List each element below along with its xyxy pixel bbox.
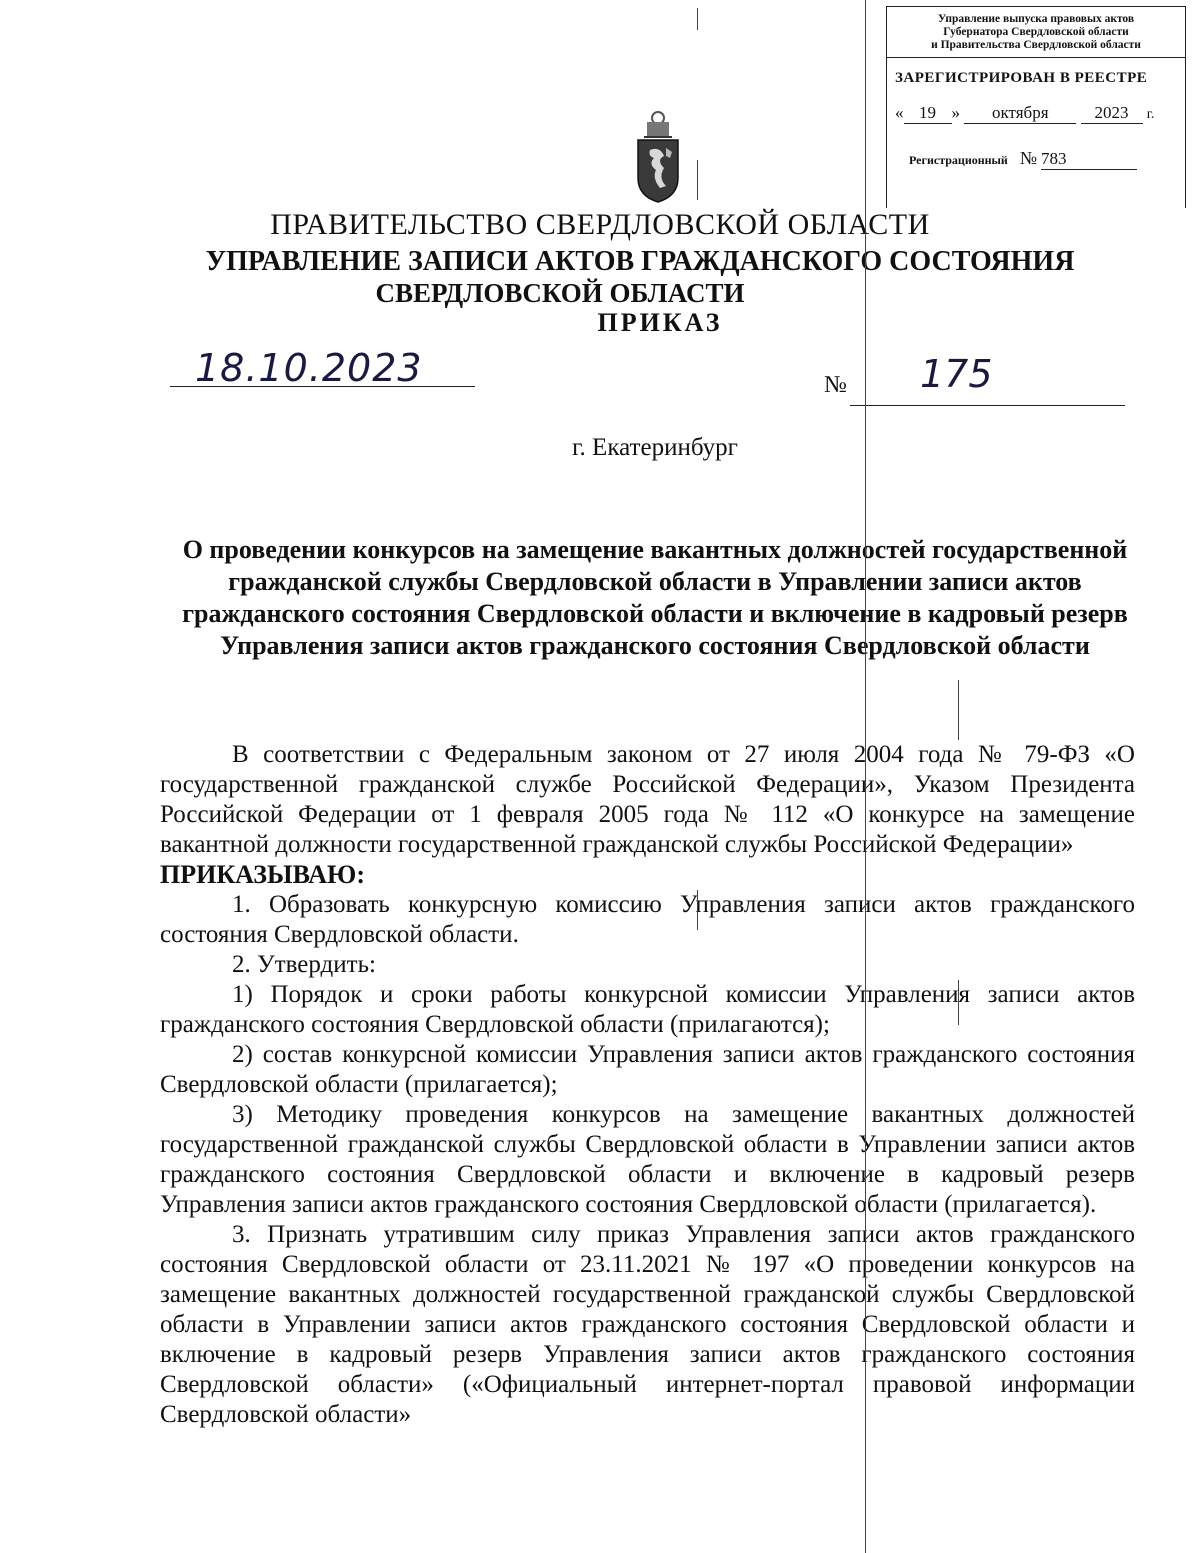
document-body — [160, 740, 1135, 1430]
document-title: О проведении конкурсов на замещение вакантных должностей государственной гражданской службы Свердловской области в Управлении записи актов гражданского состояния Свердловской области и включение в кадровый резерв Управления записи актов гражданского состояния Свердловской области — [182, 535, 1128, 660]
stamp-date-suffix: г. — [1146, 107, 1155, 122]
scan-artifact-line — [865, 0, 866, 1553]
stamp-date — [895, 103, 1185, 124]
scan-artifact-line — [958, 980, 959, 1025]
stamp-number-value: 783 — [1041, 149, 1137, 170]
stamp-date-day: 19 — [904, 103, 952, 124]
scan-artifact-line — [697, 8, 698, 30]
scan-artifact-line — [697, 160, 698, 200]
order-number-handwritten: 175 — [920, 352, 993, 396]
order-date-underline — [170, 386, 475, 387]
order-number-underline — [850, 405, 1125, 406]
scan-artifact-line — [697, 890, 698, 930]
preamble-paragraph: В соответствии с Федеральным законом от 27 июля 2004 года № 79-ФЗ «О государственной гражданской службе Российской Федерации», Указом Президента Российской Федерации от 1 февраля 2005 года № 112 «О конкурсе на замещение вакантной должности государственной гражданской службы Российской Федерации» — [160, 741, 1135, 858]
order-item: 1. Образовать конкурсную комиссию Управления записи актов гражданского состояния Свердловской области. — [160, 891, 1135, 948]
stamp-number-label: Регистрационный — [909, 153, 1008, 167]
stamp-registered-label: ЗАРЕГИСТРИРОВАН В РЕЕСТРЕ — [895, 70, 1148, 86]
order-item: 3. Признать утратившим силу приказ Управления записи актов гражданского состояния Свердловской области от 23.11.2021 № 197 «О проведении конкурсов на замещение вакантных должностей государственной гражданской службы Свердловской области в Управлении записи актов гражданского состояния Свердловской области и включение в кадровый резерв Управления записи актов гражданского состояния Свердловской области» («Официальный интернет-портал правовой информации Свердловской области» — [160, 1221, 1135, 1428]
city-line: г. Екатеринбург — [572, 434, 738, 461]
coat-of-arms-icon — [630, 108, 686, 204]
order-item: 2) состав конкурсной комиссии Управления записи актов гражданского состояния Свердловской области (прилагается); — [160, 1041, 1135, 1098]
stamp-department-line: Управление выпуска правовых актов — [937, 13, 1135, 25]
registration-stamp — [886, 6, 1186, 208]
stamp-date-year: 2023 — [1081, 103, 1143, 124]
document-type-heading: ПРИКАЗ — [597, 308, 723, 337]
stamp-number — [909, 148, 1185, 170]
department-heading-line2: СВЕРДЛОВСКОЙ ОБЛАСТИ — [375, 278, 745, 308]
order-item: 3) Методику проведения конкурсов на замещение вакантных должностей государственной гражданской службы Свердловской области в Управлении записи актов гражданского состояния Свердловской области и включение в кадровый резерв Управления записи актов гражданского состояния Свердловской области (прилагается). — [160, 1101, 1135, 1218]
government-heading: ПРАВИТЕЛЬСТВО СВЕРДЛОВСКОЙ ОБЛАСТИ — [270, 208, 930, 241]
stamp-date-month: октября — [964, 103, 1076, 124]
scan-artifact-line — [958, 680, 959, 740]
stamp-divider — [887, 57, 1185, 58]
department-heading-line1: УПРАВЛЕНИЕ ЗАПИСИ АКТОВ ГРАЖДАНСКОГО СОСТОЯНИЯ — [205, 246, 1075, 277]
stamp-department-line: и Правительства Свердловской области — [931, 39, 1141, 51]
stamp-department-line: Губернатора Свердловской области — [943, 26, 1129, 38]
stamp-date-close-quote: » — [951, 103, 960, 122]
order-number-label: № — [824, 372, 847, 398]
order-item: 2. Утвердить: — [232, 951, 376, 978]
stamp-number-sign: № — [1019, 148, 1038, 168]
stamp-department — [887, 13, 1185, 52]
order-item: 1) Порядок и сроки работы конкурсной комиссии Управления записи актов гражданского состояния Свердловской области (прилагаются); — [160, 981, 1135, 1038]
order-word: ПРИКАЗЫВАЮ: — [160, 860, 365, 889]
order-date-handwritten: 18.10.2023 — [195, 346, 423, 390]
stamp-date-open-quote: « — [895, 103, 904, 122]
